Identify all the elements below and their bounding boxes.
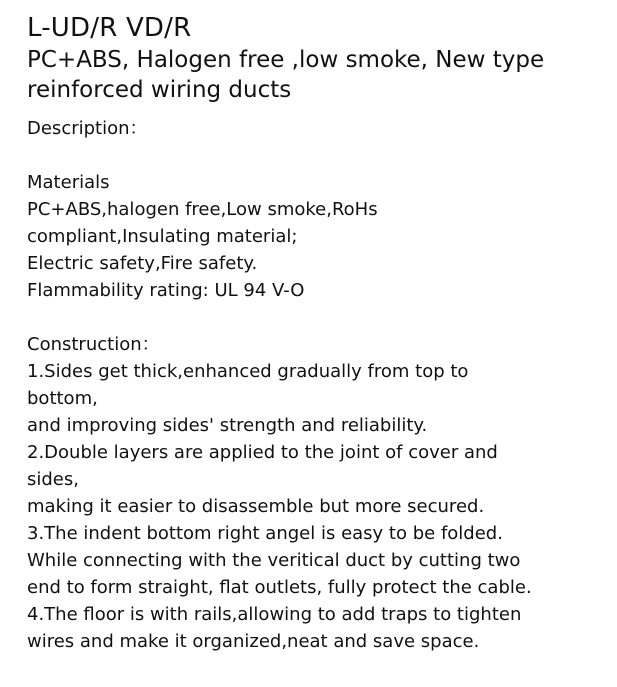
materials-line: Flammability rating: UL 94 V-O (27, 280, 305, 301)
materials-line: Electric safety,Fire safety. (27, 253, 258, 274)
construction-line: and improving sides' strength and reliability. (27, 415, 428, 436)
subtitle-line: PC+ABS, Halogen free ,low smoke, New type (27, 47, 545, 73)
construction-line: making it easier to disassemble but more secured. (27, 496, 485, 517)
materials-line: PC+ABS,halogen free,Low smoke,RoHs (27, 199, 378, 220)
materials-line: compliant,Insulating material; (27, 226, 298, 247)
blank-line (27, 142, 612, 169)
construction-line: bottom, (27, 388, 98, 409)
subtitle-line: reinforced wiring ducts (27, 77, 292, 103)
spacer (27, 105, 612, 115)
construction-section (27, 331, 612, 655)
construction-line: 4.The floor is with rails,allowing to add traps to tighten (27, 604, 522, 625)
product-description-document (27, 12, 612, 655)
materials-section (27, 169, 612, 304)
construction-line: While connecting with the veritical duct by cutting two (27, 550, 521, 571)
product-title: L-UD/R VD/R (27, 13, 192, 43)
materials-heading: Materials (27, 172, 110, 193)
product-subtitle (27, 45, 612, 105)
construction-line: end to form straight, flat outlets, fully protect the cable. (27, 577, 532, 598)
construction-line: 1.Sides get thick,enhanced gradually from top to (27, 361, 469, 382)
construction-line: 2.Double layers are applied to the joint of cover and (27, 442, 498, 463)
construction-line: wires and make it organized,neat and save space. (27, 631, 480, 652)
construction-line: sides, (27, 469, 79, 490)
description-label: Description： (27, 118, 148, 139)
blank-line (27, 304, 612, 331)
construction-heading: Construction： (27, 334, 160, 355)
construction-line: 3.The indent bottom right angel is easy to be folded. (27, 523, 503, 544)
